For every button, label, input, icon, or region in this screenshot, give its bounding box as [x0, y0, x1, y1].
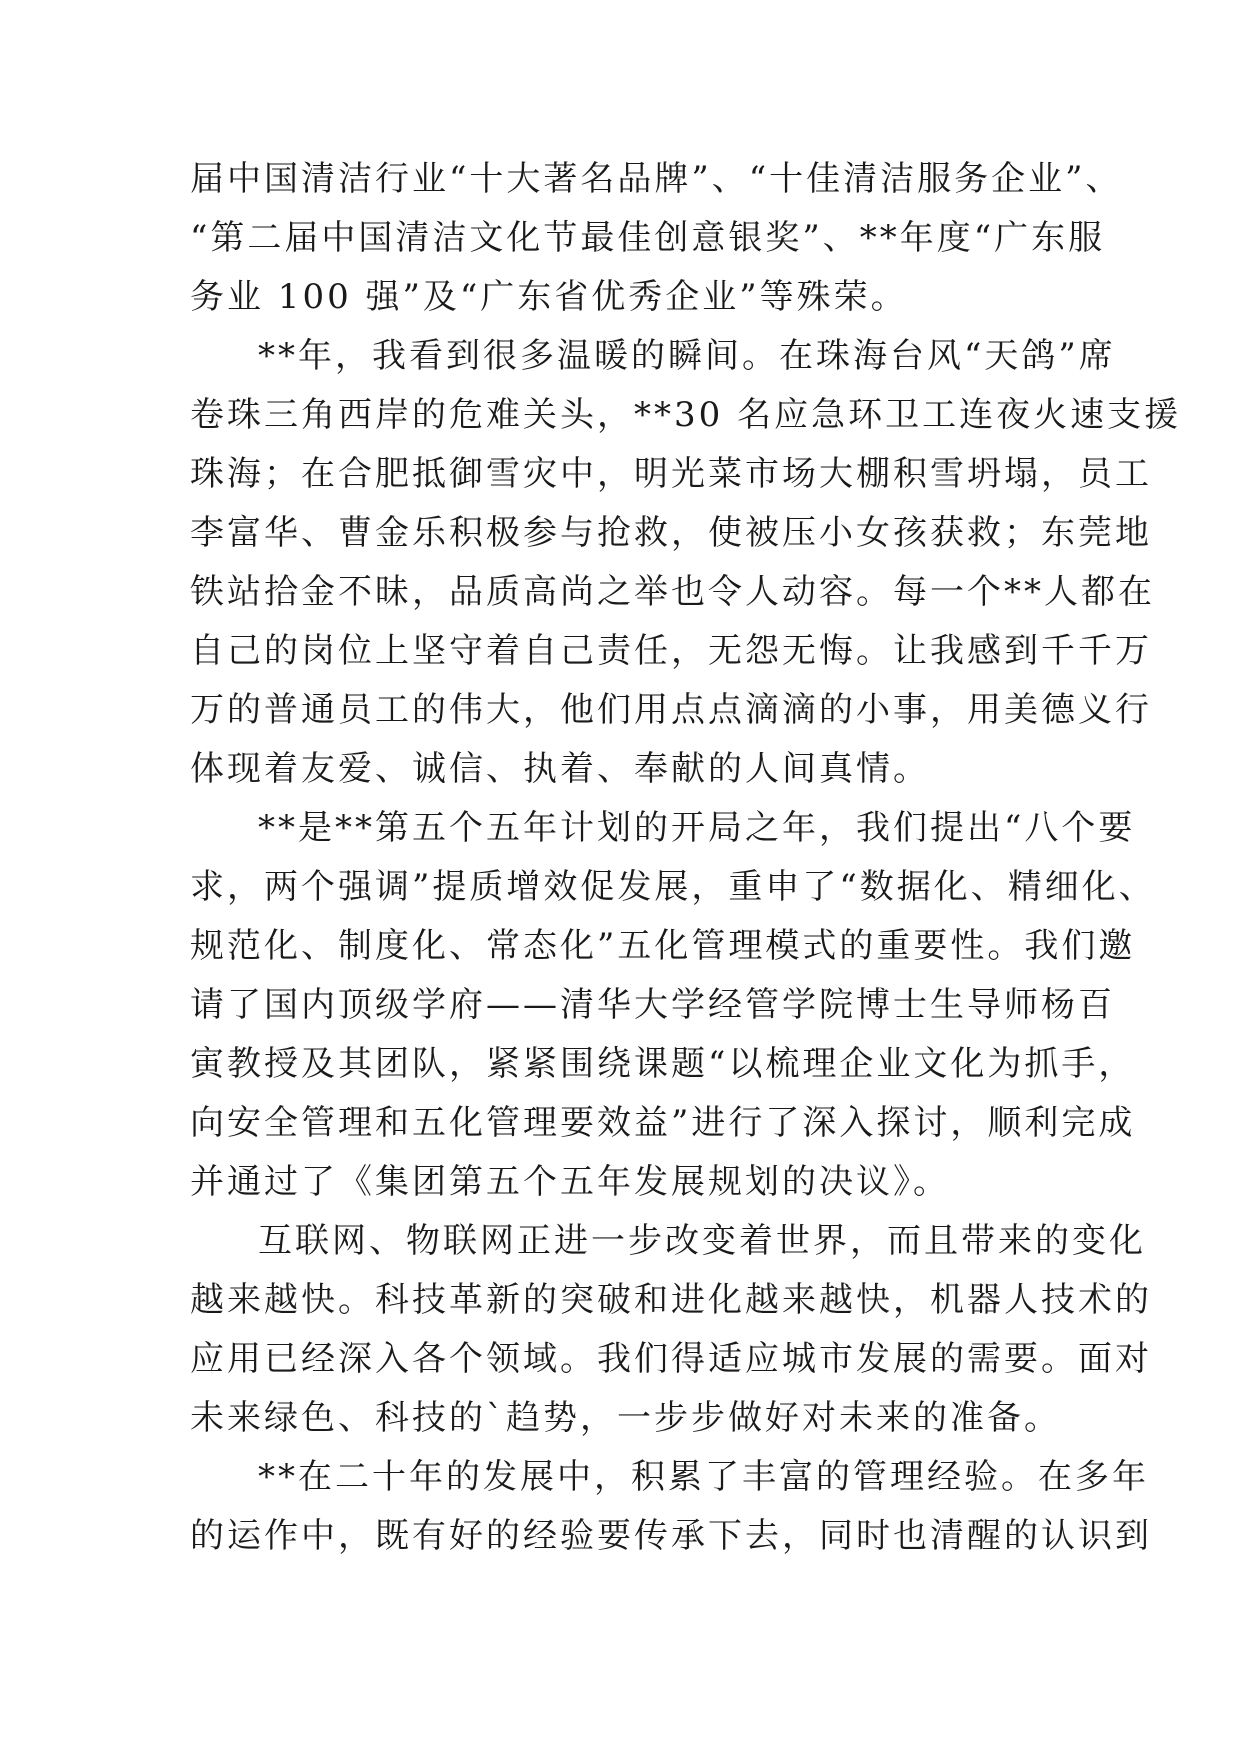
text-line: 铁站拾金不昧，品质高尚之举也令人动容。每一个**人都在	[190, 572, 1155, 612]
text-line: 求，两个强调”提质增效促发展，重申了“数据化、精细化、	[190, 867, 1156, 907]
body-text	[190, 150, 1182, 1566]
text-line: **是**第五个五年计划的开局之年，我们提出“八个要	[258, 808, 1136, 848]
paragraph	[190, 799, 1156, 1212]
text-line: 越来越快。科技革新的突破和进化越来越快，机器人技术的	[190, 1280, 1152, 1320]
text-line: 并通过了《集团第五个五年发展规划的决议》。	[190, 1162, 950, 1202]
text-line: 寅教授及其团队，紧紧围绕课题“以梳理企业文化为抓手，	[190, 1044, 1136, 1084]
text-line: 李富华、曹金乐积极参与抢救，使被压小女孩获救；东莞地	[190, 513, 1152, 553]
text-line: 自己的岗位上坚守着自己责任，无怨无悔。让我感到千千万	[190, 631, 1152, 671]
text-line: 务业 100 强”及“广东省优秀企业”等殊荣。	[190, 277, 908, 317]
text-line: 卷珠三角西岸的危难关头，**30 名应急环卫工连夜火速支援	[190, 395, 1182, 435]
text-line: **年，我看到很多温暖的瞬间。在珠海台风“天鸽”席	[258, 336, 1116, 376]
text-line: 规范化、制度化、常态化”五化管理模式的重要性。我们邀	[190, 926, 1136, 966]
text-line: 万的普通员工的伟大，他们用点点滴滴的小事，用美德义行	[190, 690, 1152, 730]
text-line: 请了国内顶级学府——清华大学经管学院博士生导师杨百	[190, 985, 1115, 1025]
paragraph	[190, 1212, 1152, 1448]
text-line: 的运作中，既有好的经验要传承下去，同时也清醒的认识到	[190, 1516, 1152, 1556]
paragraph	[190, 1448, 1152, 1566]
paragraph	[190, 327, 1182, 799]
text-line: 互联网、物联网正进一步改变着世界，而且带来的变化	[258, 1221, 1146, 1261]
text-line: 体现着友爱、诚信、执着、奉献的人间真情。	[190, 749, 930, 789]
paragraph	[190, 150, 1123, 327]
text-line: 向安全管理和五化管理要效益”进行了深入探讨，顺利完成	[190, 1103, 1136, 1143]
text-line: 珠海；在合肥抵御雪灾中，明光菜市场大棚积雪坍塌，员工	[190, 454, 1152, 494]
text-line: “第二届中国清洁文化节最佳创意银奖”、**年度“广东服	[190, 218, 1106, 258]
text-line: 届中国清洁行业“十大著名品牌”、“十佳清洁服务企业”、	[190, 159, 1123, 199]
text-line: 未来绿色、科技的`趋势，一步步做好对未来的准备。	[190, 1398, 1061, 1438]
text-line: 应用已经深入各个领域。我们得适应城市发展的需要。面对	[190, 1339, 1152, 1379]
text-line: **在二十年的发展中，积累了丰富的管理经验。在多年	[258, 1457, 1149, 1497]
